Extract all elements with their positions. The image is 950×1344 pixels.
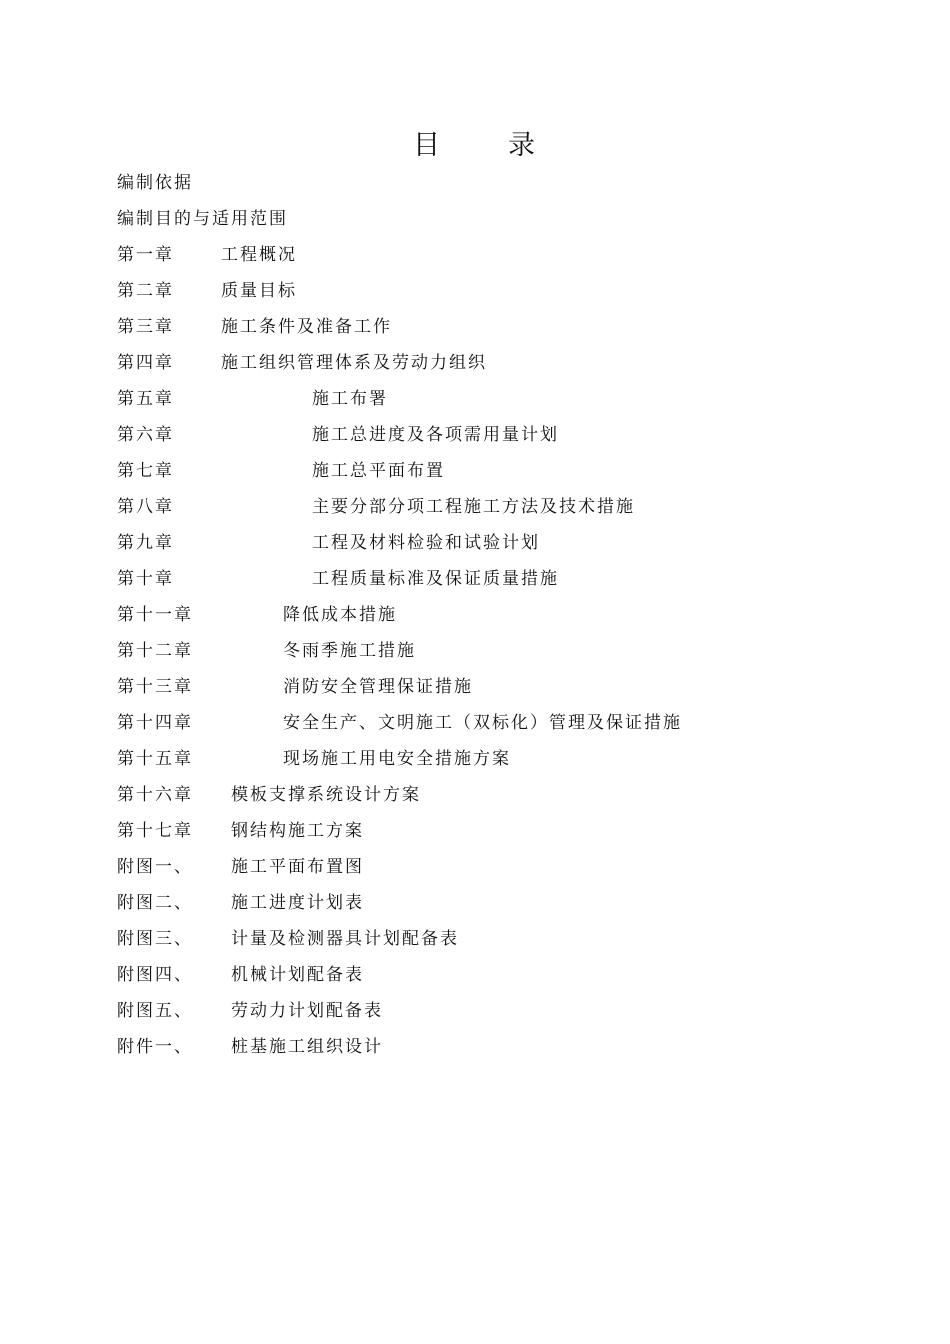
toc-entry-text: 施工总进度及各项需用量计划 — [312, 425, 559, 445]
toc-entry-number: 第十一章 — [117, 605, 193, 625]
toc-entry — [117, 165, 897, 201]
toc-entry — [117, 345, 897, 381]
toc-entry — [117, 417, 897, 453]
toc-entry — [117, 381, 897, 417]
toc-entry — [117, 1029, 897, 1065]
toc-entry-text: 劳动力计划配备表 — [231, 1001, 383, 1021]
toc-entry-text: 降低成本措施 — [283, 605, 397, 625]
toc-entry-number: 第五章 — [117, 389, 174, 409]
toc-entry-number: 第二章 — [117, 281, 174, 301]
toc-entry-text: 桩基施工组织设计 — [231, 1037, 383, 1057]
toc-entry-number: 第十章 — [117, 569, 174, 589]
toc-entry — [117, 777, 897, 813]
toc-entry — [117, 273, 897, 309]
toc-entry-number: 附件一、 — [117, 1037, 193, 1057]
title-char-right: 录 — [508, 130, 537, 161]
toc-entry-number: 第八章 — [117, 497, 174, 517]
toc-entry-text: 工程及材料检验和试验计划 — [312, 533, 540, 553]
toc-entry-text: 工程概况 — [221, 245, 297, 265]
toc-entry — [117, 849, 897, 885]
toc-entry — [117, 957, 897, 993]
toc-entry-number: 附图五、 — [117, 1001, 193, 1021]
toc-entry — [117, 525, 897, 561]
toc-entry — [117, 669, 897, 705]
toc-entry — [117, 633, 897, 669]
toc-entry-text: 施工总平面布置 — [312, 461, 445, 481]
toc-entry-text: 施工条件及准备工作 — [221, 317, 392, 337]
toc-entry-text: 施工平面布置图 — [231, 857, 364, 877]
toc-entry — [117, 813, 897, 849]
toc-entry-number: 附图三、 — [117, 929, 193, 949]
toc-entry — [117, 489, 897, 525]
toc-entry — [117, 705, 897, 741]
page-title — [0, 126, 950, 166]
toc-entry-text: 质量目标 — [221, 281, 297, 301]
toc-entry-text: 施工组织管理体系及劳动力组织 — [221, 353, 487, 373]
toc-entry-number: 第四章 — [117, 353, 174, 373]
title-char-left: 目 — [413, 130, 442, 161]
toc-entry — [117, 597, 897, 633]
toc-entry-number: 第十七章 — [117, 821, 193, 841]
toc-entry — [117, 741, 897, 777]
toc-entry-number: 第十二章 — [117, 641, 193, 661]
toc-entry-number: 第一章 — [117, 245, 174, 265]
toc-entry-text: 施工进度计划表 — [231, 893, 364, 913]
toc-entry-text: 施工布署 — [312, 389, 388, 409]
toc-entry-text: 机械计划配备表 — [231, 965, 364, 985]
toc-entry-text: 编制依据 — [117, 173, 193, 193]
toc-entry-number: 第六章 — [117, 425, 174, 445]
toc-entry-text: 模板支撑系统设计方案 — [231, 785, 421, 805]
toc-entry-number: 附图二、 — [117, 893, 193, 913]
toc-entry-text: 编制目的与适用范围 — [117, 209, 288, 229]
toc-entry-number: 第十五章 — [117, 749, 193, 769]
toc-entry — [117, 309, 897, 345]
toc-entry-number: 第十三章 — [117, 677, 193, 697]
toc-entry-number: 第十六章 — [117, 785, 193, 805]
toc-entry-number: 第七章 — [117, 461, 174, 481]
table-of-contents — [117, 165, 897, 1065]
toc-entry-text: 安全生产、文明施工（双标化）管理及保证措施 — [283, 713, 682, 733]
toc-entry — [117, 561, 897, 597]
toc-entry — [117, 453, 897, 489]
toc-entry-number: 附图四、 — [117, 965, 193, 985]
toc-entry-text: 主要分部分项工程施工方法及技术措施 — [312, 497, 635, 517]
toc-entry — [117, 921, 897, 957]
toc-entry — [117, 237, 897, 273]
toc-entry-number: 第九章 — [117, 533, 174, 553]
toc-entry-text: 冬雨季施工措施 — [283, 641, 416, 661]
toc-entry — [117, 201, 897, 237]
toc-entry — [117, 993, 897, 1029]
toc-entry-number: 第十四章 — [117, 713, 193, 733]
toc-entry-number: 附图一、 — [117, 857, 193, 877]
toc-entry-text: 钢结构施工方案 — [231, 821, 364, 841]
toc-entry-number: 第三章 — [117, 317, 174, 337]
toc-entry-text: 现场施工用电安全措施方案 — [283, 749, 511, 769]
toc-entry — [117, 885, 897, 921]
toc-entry-text: 工程质量标准及保证质量措施 — [312, 569, 559, 589]
toc-entry-text: 计量及检测器具计划配备表 — [231, 929, 459, 949]
toc-entry-text: 消防安全管理保证措施 — [283, 677, 473, 697]
